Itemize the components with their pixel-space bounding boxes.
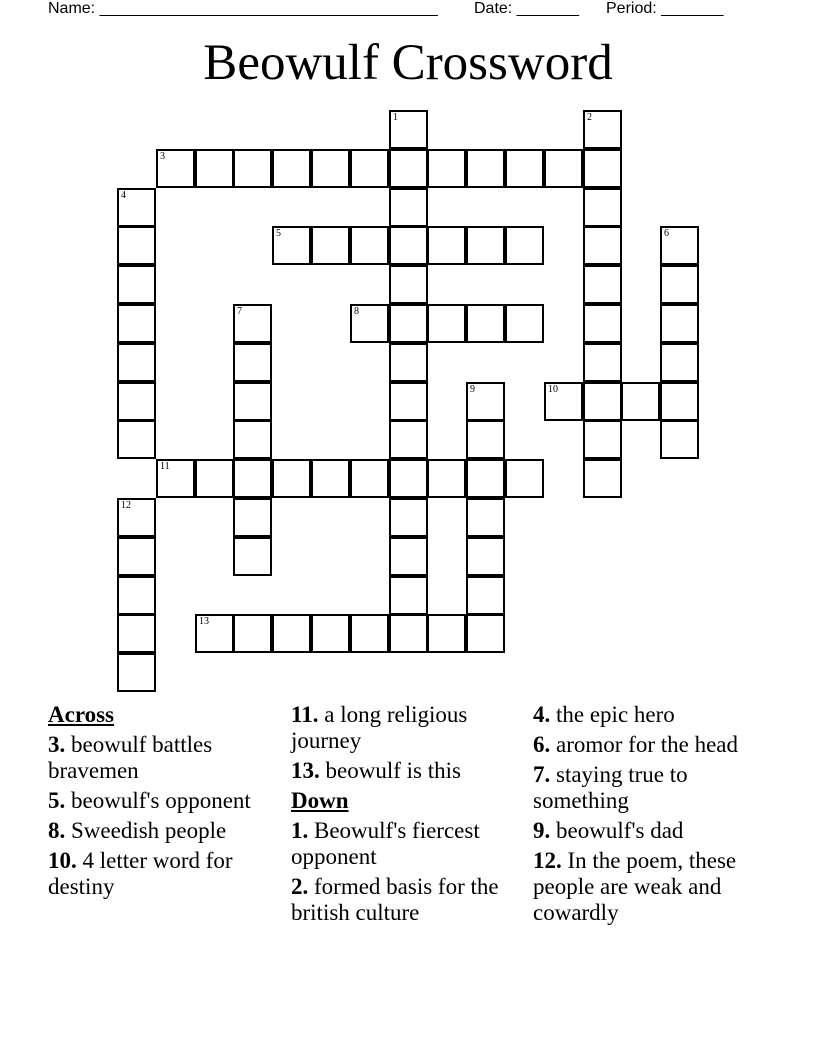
clue-item-number: 12. — [533, 848, 562, 873]
grid-cell[interactable] — [660, 343, 699, 382]
grid-cell[interactable] — [233, 304, 272, 343]
grid-cell[interactable] — [233, 459, 272, 498]
grid-cell[interactable] — [350, 459, 389, 498]
clue-item — [533, 762, 773, 814]
clue-item-number: 7. — [533, 762, 551, 787]
grid-cell[interactable] — [117, 382, 156, 421]
grid-cell[interactable] — [117, 304, 156, 343]
clue-column-3 — [533, 702, 773, 930]
grid-cell[interactable] — [233, 149, 272, 188]
grid-cell[interactable] — [660, 382, 699, 421]
clue-number: 8 — [354, 306, 359, 317]
clue-item-number: 8. — [48, 818, 66, 843]
grid-cell[interactable] — [505, 226, 544, 265]
grid-cell[interactable] — [233, 343, 272, 382]
clue-number: 6 — [664, 228, 669, 239]
clue-item-text: a long religious journey — [291, 702, 468, 753]
clue-number: 11 — [160, 461, 170, 472]
clue-item — [533, 818, 773, 844]
grid-cell[interactable] — [466, 149, 505, 188]
clue-item-number: 4. — [533, 702, 551, 727]
grid-cell[interactable] — [195, 459, 234, 498]
grid-cell[interactable] — [195, 149, 234, 188]
clue-item — [48, 788, 284, 814]
grid-cell[interactable] — [583, 265, 622, 304]
grid-cell[interactable] — [583, 459, 622, 498]
clue-item — [533, 732, 773, 758]
clue-item-number: 3. — [48, 732, 66, 757]
grid-cell[interactable] — [389, 614, 428, 653]
grid-cell[interactable] — [389, 188, 428, 227]
clue-item-text: beowulf's dad — [550, 818, 684, 843]
clue-item-number: 1. — [291, 818, 309, 843]
grid-cell[interactable] — [583, 382, 622, 421]
clue-item-text: beowulf's opponent — [65, 788, 251, 813]
grid-cell[interactable] — [389, 226, 428, 265]
grid-cell[interactable] — [389, 459, 428, 498]
grid-cell[interactable] — [156, 459, 195, 498]
clue-item-text: 4 letter word for destiny — [48, 848, 233, 899]
grid-cell[interactable] — [660, 304, 699, 343]
clue-item-text: the epic hero — [550, 702, 675, 727]
grid-cell[interactable] — [466, 420, 505, 459]
grid-cell[interactable] — [117, 614, 156, 653]
grid-cell[interactable] — [389, 498, 428, 537]
grid-cell[interactable] — [272, 459, 311, 498]
clue-column-2 — [291, 702, 527, 930]
grid-cell[interactable] — [233, 382, 272, 421]
grid-cell[interactable] — [272, 226, 311, 265]
grid-cell[interactable] — [389, 382, 428, 421]
grid-cell[interactable] — [660, 420, 699, 459]
grid-cell[interactable] — [505, 304, 544, 343]
grid-cell[interactable] — [117, 537, 156, 576]
grid-cell[interactable] — [544, 382, 583, 421]
grid-cell[interactable] — [117, 343, 156, 382]
grid-cell[interactable] — [311, 459, 350, 498]
grid-cell[interactable] — [350, 149, 389, 188]
clue-item-number: 11. — [291, 702, 319, 727]
clue-number: 2 — [587, 112, 592, 123]
name-field-label: Name: ______________________________________ — [48, 0, 438, 17]
grid-cell[interactable] — [505, 149, 544, 188]
page-title: Beowulf Crossword — [203, 35, 613, 91]
grid-cell[interactable] — [389, 265, 428, 304]
clue-number: 13 — [199, 616, 209, 627]
clue-item-number: 5. — [48, 788, 66, 813]
grid-cell[interactable] — [427, 304, 466, 343]
clue-item-number: 6. — [533, 732, 551, 757]
grid-cell[interactable] — [660, 265, 699, 304]
clue-item — [533, 702, 773, 728]
grid-cell[interactable] — [311, 614, 350, 653]
clue-item-number: 13. — [291, 758, 320, 783]
grid-cell[interactable] — [389, 304, 428, 343]
clue-number: 3 — [160, 151, 165, 162]
grid-cell[interactable] — [466, 614, 505, 653]
clue-item-number: 10. — [48, 848, 77, 873]
grid-cell[interactable] — [311, 226, 350, 265]
clue-item — [48, 818, 284, 844]
grid-cell[interactable] — [389, 343, 428, 382]
clue-item — [48, 848, 284, 900]
clue-number: 7 — [237, 306, 242, 317]
grid-cell[interactable] — [117, 576, 156, 615]
grid-cell[interactable] — [466, 459, 505, 498]
grid-cell[interactable] — [583, 420, 622, 459]
clue-item — [291, 818, 527, 870]
grid-cell[interactable] — [117, 226, 156, 265]
grid-cell[interactable] — [233, 537, 272, 576]
grid-cell[interactable] — [466, 382, 505, 421]
grid-cell[interactable] — [427, 614, 466, 653]
clue-item — [291, 702, 527, 754]
clue-section-heading: Down — [291, 788, 349, 813]
clue-item-text: Beowulf's fiercest opponent — [291, 818, 480, 869]
clue-item — [533, 848, 773, 926]
grid-cell[interactable] — [156, 149, 195, 188]
clue-item-text: Sweedish people — [65, 818, 227, 843]
grid-cell[interactable] — [389, 537, 428, 576]
clue-item-number: 2. — [291, 874, 309, 899]
grid-cell[interactable] — [311, 149, 350, 188]
grid-cell[interactable] — [272, 149, 311, 188]
grid-cell[interactable] — [621, 382, 660, 421]
grid-cell[interactable] — [117, 265, 156, 304]
clue-number: 10 — [548, 384, 558, 395]
grid-cell[interactable] — [117, 498, 156, 537]
grid-cell[interactable] — [583, 188, 622, 227]
clue-item — [291, 758, 527, 784]
grid-cell[interactable] — [272, 614, 311, 653]
grid-cell[interactable] — [466, 304, 505, 343]
clue-item-text: staying true to something — [533, 762, 688, 813]
clue-column-1 — [48, 702, 284, 904]
date-field-label: Date: _______ — [474, 0, 579, 17]
clue-item-text: aromor for the head — [550, 732, 739, 757]
clue-item — [291, 874, 527, 926]
clue-number: 4 — [121, 190, 126, 201]
grid-cell[interactable] — [389, 149, 428, 188]
grid-cell[interactable] — [117, 420, 156, 459]
grid-cell[interactable] — [233, 614, 272, 653]
clue-item-number: 9. — [533, 818, 551, 843]
grid-cell[interactable] — [583, 110, 622, 149]
grid-cell[interactable] — [389, 576, 428, 615]
period-field-label: Period: _______ — [606, 0, 724, 17]
clue-item-text: In the poem, these people are weak and cowardly — [533, 848, 737, 925]
grid-cell[interactable] — [117, 188, 156, 227]
clue-section-heading: Across — [48, 702, 115, 727]
grid-cell[interactable] — [660, 226, 699, 265]
clue-number: 9 — [470, 384, 475, 395]
grid-cell[interactable] — [583, 226, 622, 265]
grid-cell[interactable] — [544, 149, 583, 188]
clue-item-text: beowulf is this — [319, 758, 461, 783]
grid-cell[interactable] — [427, 226, 466, 265]
grid-cell[interactable] — [505, 459, 544, 498]
clue-item-text: formed basis for the british culture — [291, 874, 499, 925]
grid-cell[interactable] — [466, 498, 505, 537]
grid-cell[interactable] — [350, 614, 389, 653]
grid-cell[interactable] — [389, 420, 428, 459]
grid-cell[interactable] — [583, 149, 622, 188]
grid-cell[interactable] — [427, 459, 466, 498]
grid-cell[interactable] — [466, 576, 505, 615]
grid-cell[interactable] — [466, 537, 505, 576]
grid-cell[interactable] — [466, 226, 505, 265]
grid-cell[interactable] — [389, 110, 428, 149]
grid-cell[interactable] — [233, 420, 272, 459]
clue-number: 12 — [121, 500, 131, 511]
grid-cell[interactable] — [233, 498, 272, 537]
grid-cell[interactable] — [427, 149, 466, 188]
grid-cell[interactable] — [117, 653, 156, 692]
grid-cell[interactable] — [350, 226, 389, 265]
clue-number: 1 — [393, 112, 398, 123]
grid-cell[interactable] — [350, 304, 389, 343]
grid-cell[interactable] — [583, 304, 622, 343]
clue-item — [48, 732, 284, 784]
grid-cell[interactable] — [195, 614, 234, 653]
grid-cell[interactable] — [583, 343, 622, 382]
clue-number: 5 — [276, 228, 281, 239]
clue-item-text: beowulf battles bravemen — [48, 732, 213, 783]
